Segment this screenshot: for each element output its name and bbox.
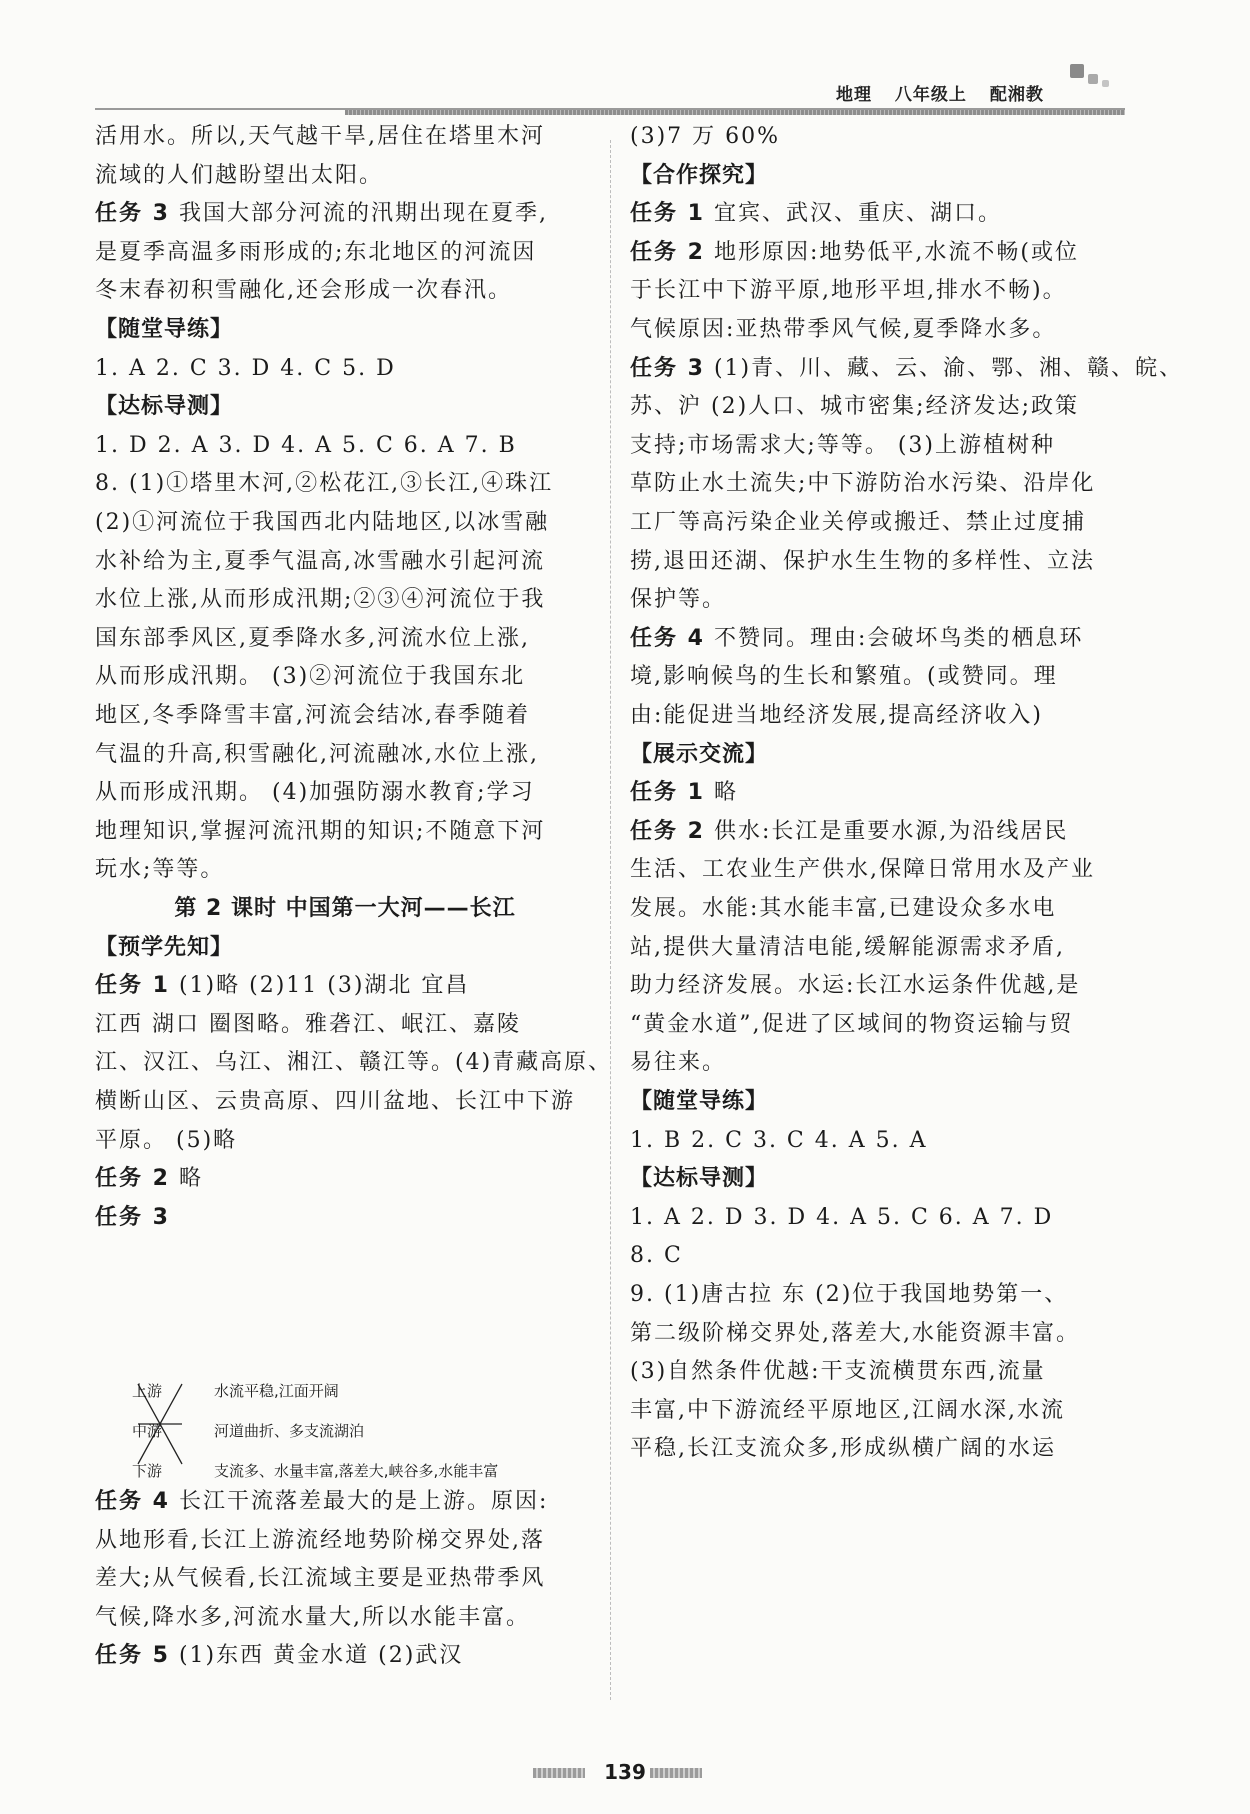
text-line	[630, 662, 1058, 692]
line-text: 长江干流落差最大的是上游。原因:	[169, 1489, 549, 1514]
line-text: 供水:长江是重要水源,为沿线居民	[704, 818, 1069, 844]
page-number: 139	[604, 1760, 646, 1784]
line-text: 江西 湖口 圈图略。雅砻江、岷江、嘉陵	[95, 1011, 521, 1037]
text-line	[95, 1641, 463, 1671]
line-text: 冬末春初积雪融化,还会形成一次春汛。	[95, 278, 512, 304]
section-heading: 【达标导测】	[630, 1166, 769, 1192]
text-line	[95, 1010, 521, 1040]
line-text: 生活、工农业生产供水,保障日常用水及产业	[630, 857, 1095, 883]
task-label: 任务 2	[630, 818, 705, 844]
text-line	[95, 547, 545, 577]
text-line	[95, 1564, 545, 1594]
text-line	[95, 855, 224, 885]
line-text: 捞,退田还湖、保护水生生物的多样性、立法	[630, 548, 1095, 574]
line-text: 江、汉江、乌江、湘江、赣江等。(4)青藏高原、	[95, 1050, 613, 1076]
text-line	[95, 354, 396, 384]
line-text: 气候,降水多,河流水量大,所以水能丰富。	[95, 1604, 530, 1630]
section-heading: 【随堂导练】	[630, 1089, 769, 1114]
line-text: 1. D 2. A 3. D 4. A 5. C 6. A 7. B	[95, 432, 517, 458]
line-text: 境,影响候鸟的生长和繁殖。(或赞同。理	[630, 664, 1058, 690]
line-text: 站,提供大量清洁电能,缓解能源需求矛盾,	[630, 934, 1065, 960]
text-line	[630, 1319, 1080, 1349]
task-label: 任务 5	[95, 1643, 170, 1669]
text-line	[630, 1241, 683, 1271]
text-line	[95, 1487, 548, 1517]
line-text: 活用水。所以,天气越干旱,居住在塔里木河	[95, 124, 545, 149]
text-line	[630, 624, 1083, 654]
line-text: 地形原因:地势低平,水流不畅(或位	[704, 239, 1079, 265]
text-line	[95, 1203, 170, 1233]
line-text: (1)青、川、藏、云、渝、鄂、湘、赣、皖、	[704, 355, 1184, 381]
line-text: 平稳,长江支流众多,形成纵横广阔的水运	[630, 1436, 1056, 1462]
task-label: 任务 1	[95, 973, 170, 999]
line-text: 地区,冬季降雪丰富,河流会结冰,春季随着	[95, 703, 530, 728]
text-line	[630, 199, 1002, 229]
text-line	[95, 701, 530, 731]
text-line	[630, 817, 1068, 847]
text-line	[630, 1434, 1056, 1464]
text-line	[95, 469, 553, 499]
line-text: 从而形成汛期。 (3)②河流位于我国东北	[95, 664, 526, 690]
line-text: (1)东西 黄金水道 (2)武汉	[169, 1643, 464, 1669]
text-line	[95, 508, 549, 538]
line-text: 8. (1)①塔里木河,②松花江,③长江,④珠江	[95, 471, 554, 497]
task-label: 任务 1	[630, 780, 705, 806]
text-line	[630, 1010, 1074, 1040]
text-line	[95, 161, 383, 191]
task-label: 任务 3	[95, 1204, 170, 1230]
line-text: 国东部季风区,夏季降水多,河流水位上涨,	[95, 625, 530, 651]
text-line	[95, 276, 512, 306]
line-text: 横断山区、云贵高原、四川盆地、长江中下游	[95, 1089, 576, 1114]
text-line	[630, 276, 1067, 306]
text-line	[95, 1603, 530, 1633]
text-line	[95, 1048, 612, 1078]
text-line	[630, 508, 1086, 538]
text-line	[95, 238, 536, 268]
text-line	[95, 778, 535, 808]
text-line	[95, 740, 539, 770]
line-text: 水补给为主,夏季气温高,冰雪融水引起河流	[95, 548, 545, 574]
text-line	[630, 392, 1079, 422]
line-text: 从而形成汛期。 (4)加强防溺水教育;学习	[95, 780, 535, 806]
text-line	[95, 199, 548, 229]
text-line	[95, 624, 530, 654]
line-text: 差大;从气候看,长江流域主要是亚热带季风	[95, 1566, 546, 1592]
section-heading: 【展示交流】	[630, 741, 769, 767]
text-line	[630, 1280, 1068, 1310]
header-edition: 配湘教	[989, 85, 1044, 105]
task-label: 任务 2	[630, 239, 705, 265]
task-label: 任务 4	[630, 625, 705, 651]
text-line	[630, 933, 1065, 963]
diagram-section-label: 下游	[132, 1462, 163, 1480]
text-line	[95, 662, 525, 692]
line-text: (1)略 (2)11 (3)湖北 宜昌	[169, 973, 470, 999]
diagram-feature-label: 水流平稳,江面开阔	[214, 1382, 339, 1400]
text-line	[630, 1126, 928, 1156]
line-text: 草防止水土流失;中下游防治水污染、沿岸化	[630, 471, 1096, 497]
text-line	[95, 585, 545, 615]
text-line	[630, 1203, 1053, 1233]
text-line	[630, 354, 1183, 384]
text-line	[630, 238, 1079, 268]
line-text: 从地形看,长江上游流经地势阶梯交界处,落	[95, 1527, 545, 1553]
text-line	[630, 547, 1095, 577]
text-line	[630, 894, 1056, 924]
line-text: 流域的人们越盼望出太阳。	[95, 162, 384, 188]
line-text: 发展。水能:其水能丰富,已建设众多水电	[630, 896, 1057, 921]
line-text: 略	[704, 780, 738, 806]
line-text: 由:能促进当地经济发展,提高经济收入)	[630, 703, 1043, 728]
line-text: 丰富,中下游流经平原地区,江阔水深,水流	[630, 1397, 1065, 1423]
column-divider	[610, 140, 611, 1700]
line-text: 易往来。	[630, 1050, 727, 1076]
text-line	[630, 855, 1095, 885]
line-text: 工厂等高污染企业关停或搬迁、禁止过度捕	[630, 510, 1087, 535]
header-subject: 地理	[836, 85, 872, 105]
line-text: 1. A 2. C 3. D 4. C 5. D	[95, 355, 396, 381]
task-label: 任务 4	[95, 1489, 170, 1514]
line-text: 支持;市场需求大;等等。 (3)上游植树种	[630, 432, 1055, 458]
diagram-section-label: 上游	[132, 1382, 163, 1400]
text-line	[630, 1396, 1065, 1426]
line-text: 宜宾、武汉、重庆、湖口。	[704, 201, 1002, 227]
line-text: 玩水;等等。	[95, 857, 225, 883]
text-line	[630, 971, 1080, 1001]
text-line	[95, 817, 545, 847]
line-text: 1. B 2. C 3. C 4. A 5. A	[630, 1127, 928, 1153]
task-label: 任务 1	[630, 201, 705, 227]
text-line	[630, 778, 738, 808]
header-grade: 八年级上	[894, 85, 967, 105]
text-line	[95, 1126, 237, 1156]
header-rule-thick	[345, 110, 1125, 115]
text-line	[630, 431, 1055, 461]
line-text: 略	[169, 1166, 203, 1192]
task-label: 任务 3	[630, 355, 705, 381]
line-text: 气候原因:亚热带季风气候,夏季降水多。	[630, 317, 1057, 342]
text-line	[95, 1164, 203, 1194]
line-text: 于长江中下游平原,地形平坦,排水不畅)。	[630, 278, 1067, 304]
text-line	[95, 1087, 575, 1117]
line-text: 水位上涨,从而形成汛期;②③④河流位于我	[95, 587, 546, 613]
line-text: (3)自然条件优越:干支流横贯东西,流量	[630, 1359, 1046, 1385]
diagram-section-label: 中游	[132, 1422, 163, 1440]
line-text: 第二级阶梯交界处,落差大,水能资源丰富。	[630, 1320, 1080, 1346]
text-line	[630, 315, 1056, 345]
text-line	[95, 1526, 545, 1556]
text-line	[630, 585, 726, 615]
line-text: 平原。 (5)略	[95, 1127, 238, 1153]
task-label: 任务 3	[95, 201, 170, 227]
task-label: 任务 2	[95, 1166, 170, 1192]
line-text: 我国大部分河流的汛期出现在夏季,	[169, 201, 548, 227]
line-text: (3)7 万 60%	[630, 124, 781, 149]
line-text: 气温的升高,积雪融化,河流融冰,水位上涨,	[95, 741, 539, 767]
line-text: 不赞同。理由:会破坏鸟类的栖息环	[704, 625, 1084, 651]
line-text: (2)①河流位于我国西北内陆地区,以冰雪融	[95, 510, 550, 535]
line-text: 8. C	[630, 1243, 683, 1269]
page-header	[836, 80, 1060, 105]
line-text: 地理知识,掌握河流汛期的知识;不随意下河	[95, 818, 546, 844]
line-text: 9. (1)唐古拉 东 (2)位于我国地势第一、	[630, 1282, 1069, 1307]
line-text: 助力经济发展。水运:长江水运条件优越,是	[630, 973, 1081, 999]
section-heading: 【达标导测】	[95, 394, 234, 420]
section-heading: 【预学先知】	[95, 934, 234, 960]
text-line	[630, 1048, 726, 1078]
lesson-title: 第 2 课时 中国第一大河——长江	[174, 896, 516, 921]
text-line	[630, 701, 1043, 731]
text-line	[95, 122, 545, 152]
page-number-decoration-right	[650, 1768, 702, 1778]
text-line	[630, 122, 780, 152]
line-text: “黄金水道”,促进了区域间的物资运输与贸	[630, 1011, 1074, 1037]
text-line	[630, 469, 1095, 499]
section-heading: 【随堂导练】	[95, 317, 234, 342]
line-text: 保护等。	[630, 587, 727, 613]
line-text: 1. A 2. D 3. D 4. A 5. C 6. A 7. D	[630, 1204, 1054, 1230]
diagram-feature-label: 支流多、水量丰富,落差大,峡谷多,水能丰富	[214, 1462, 499, 1480]
text-line	[630, 1357, 1046, 1387]
diagram-feature-label: 河道曲折、多支流湖泊	[214, 1422, 365, 1440]
line-text: 苏、沪 (2)人口、城市密集;经济发达;政策	[630, 394, 1079, 420]
text-line	[95, 431, 517, 461]
line-text: 是夏季高温多雨形成的;东北地区的河流因	[95, 239, 537, 265]
section-heading: 【合作探究】	[630, 162, 769, 188]
text-line	[95, 971, 469, 1001]
